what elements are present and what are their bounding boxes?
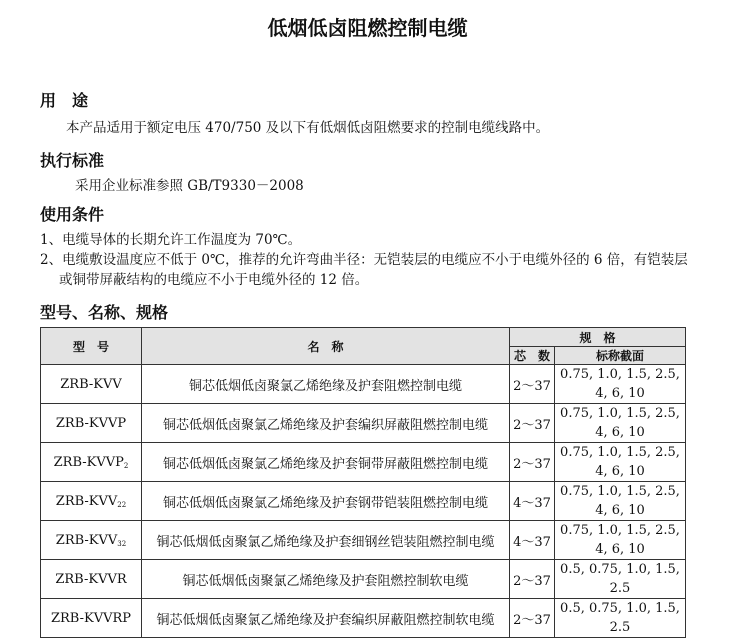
cell-name: 铜芯低烟低卤聚氯乙烯绝缘及护套钢带铠装阻燃控制电缆 — [142, 482, 510, 521]
usage-heading: 用 途 — [40, 91, 89, 110]
model-code: ZRB-KVV — [55, 493, 118, 509]
cell-name: 铜芯低烟低卤聚氯乙烯绝缘及护套铜带屏蔽阻燃控制电缆 — [142, 443, 510, 482]
cell-section — [555, 521, 686, 560]
section-line-1: 0.75, 1.0, 1.5, 2.5, — [560, 367, 680, 382]
section-line-2: 4, 6, 10 — [595, 386, 645, 401]
section-line-1: 0.75, 1.0, 1.5, 2.5, — [560, 445, 680, 460]
table-row — [41, 560, 686, 599]
model-subscript: 2 — [123, 461, 129, 470]
models-heading: 型号、名称、规格 — [40, 303, 169, 322]
section-line-2: 4, 6, 10 — [595, 542, 645, 557]
table-row — [41, 482, 686, 521]
section-line-1: 0.75, 1.0, 1.5, 2.5, — [560, 484, 680, 499]
cell-name: 铜芯低烟低卤聚氯乙烯绝缘及护套阻燃控制电缆 — [142, 365, 510, 404]
cell-section — [555, 365, 686, 404]
section-line-2: 2.5 — [609, 581, 631, 596]
condition-item-1: 1、电缆导体的长期允许工作温度为 70℃。 — [40, 232, 302, 248]
header-name: 名 称 — [142, 328, 510, 365]
cell-cores: 2～37 — [510, 560, 555, 599]
cell-name: 铜芯低烟低卤聚氯乙烯绝缘及护套细钢丝铠装阻燃控制电缆 — [142, 521, 510, 560]
condition-item-2-line-1: 2、电缆敷设温度应不低于 0℃，推荐的允许弯曲半径：无铠装层的电缆应不小于电缆外径的 6 倍，有铠装层 — [40, 252, 688, 268]
model-code: ZRB-KVV — [55, 532, 118, 548]
table-row — [41, 365, 686, 404]
table-row — [41, 599, 686, 638]
cell-model — [41, 443, 142, 482]
table-row — [41, 443, 686, 482]
cell-model — [41, 599, 142, 638]
cell-cores: 4～37 — [510, 482, 555, 521]
cell-model — [41, 404, 142, 443]
section-line-2: 4, 6, 10 — [595, 503, 645, 518]
usage-text: 本产品适用于额定电压 470/750 及以下有低烟低卤阻燃要求的控制电缆线路中。 — [66, 120, 550, 136]
standard-text: 采用企业标准参照 GB/T9330－2008 — [75, 178, 304, 194]
cell-section — [555, 443, 686, 482]
cell-cores: 2～37 — [510, 599, 555, 638]
model-subscript: 32 — [117, 539, 127, 548]
model-code: ZRB-KVV — [60, 376, 122, 392]
cell-cores: 2～37 — [510, 404, 555, 443]
header-section: 标称截面 — [555, 347, 686, 365]
header-spec: 规 格 — [510, 328, 686, 347]
cell-model — [41, 560, 142, 599]
cell-name: 铜芯低烟低卤聚氯乙烯绝缘及护套编织屏蔽阻燃控制软电缆 — [142, 599, 510, 638]
section-line-1: 0.5, 0.75, 1.0, 1.5, — [560, 601, 680, 616]
conditions-heading: 使用条件 — [40, 205, 105, 224]
cell-model — [41, 521, 142, 560]
section-line-2: 4, 6, 10 — [595, 464, 645, 479]
section-line-2: 2.5 — [609, 620, 631, 635]
cell-cores: 2～37 — [510, 443, 555, 482]
cell-section — [555, 482, 686, 521]
model-code: ZRB-KVVP — [55, 415, 127, 431]
cell-section — [555, 404, 686, 443]
cell-section — [555, 560, 686, 599]
cell-name: 铜芯低烟低卤聚氯乙烯绝缘及护套编织屏蔽阻燃控制电缆 — [142, 404, 510, 443]
table-row — [41, 521, 686, 560]
header-model: 型 号 — [41, 328, 142, 365]
header-cores: 芯 数 — [510, 347, 555, 365]
section-line-1: 0.75, 1.0, 1.5, 2.5, — [560, 406, 680, 421]
model-code: ZRB-KVVP — [53, 454, 124, 470]
model-subscript: 22 — [117, 500, 127, 509]
model-code: ZRB-KVVRP — [50, 610, 132, 626]
cell-name: 铜芯低烟低卤聚氯乙烯绝缘及护套阻燃控制软电缆 — [142, 560, 510, 599]
spec-table — [40, 327, 686, 638]
section-line-2: 4, 6, 10 — [595, 425, 645, 440]
model-code: ZRB-KVVR — [55, 571, 127, 587]
cell-cores: 4～37 — [510, 521, 555, 560]
standard-heading: 执行标准 — [40, 151, 105, 170]
section-line-1: 0.5, 0.75, 1.0, 1.5, — [560, 562, 680, 577]
condition-item-2-line-2: 或铜带屏蔽结构的电缆应不小于电缆外径的 12 倍。 — [59, 272, 369, 288]
cell-cores: 2～37 — [510, 365, 555, 404]
cell-section — [555, 599, 686, 638]
page-title: 低烟低卤阻燃控制电缆 — [267, 16, 468, 40]
table-row — [41, 404, 686, 443]
cell-model — [41, 482, 142, 521]
cell-model — [41, 365, 142, 404]
section-line-1: 0.75, 1.0, 1.5, 2.5, — [560, 523, 680, 538]
